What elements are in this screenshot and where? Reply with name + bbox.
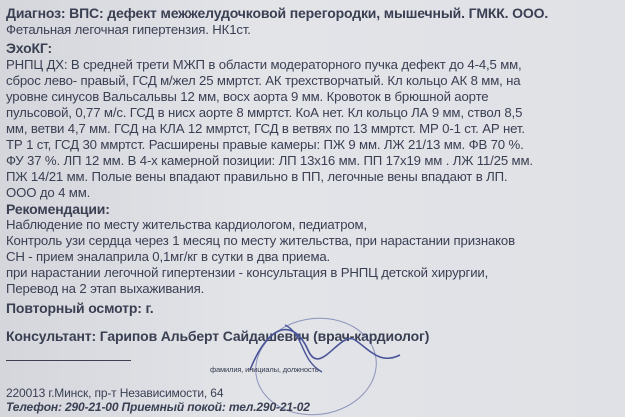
recommendation-5: Перевод на 2 этап выхаживания. (6, 281, 205, 296)
echo-text-4: пульсовой, 0,77 м/с. ГСД в нисх аорте 8 ммртст. КоА нет. Кл кольцо ЛА 9 мм, ствол 8,5 (6, 105, 523, 120)
echo-text-9: ООО до 4 мм. (6, 185, 91, 200)
echo-text-2: сброс лево- правый, ГСД м/жел 25 ммртст. АК трехстворчатый. Кл кольцо АК 8 мм, на (6, 73, 521, 88)
diagnosis-line-2: Фетальная легочная гипертензия. НК1ст. (6, 22, 251, 37)
signature-mark (230, 300, 410, 390)
repeat-visit-line: Повторный осмотр: г. (6, 300, 154, 316)
consultant-line: Консультант: Гарипов Альберт Сайдашевич (врач-кардиолог) (6, 328, 430, 344)
recommendation-1: Наблюдение по месту жительства кардиологом, педиатром, (6, 217, 367, 232)
footer-phone: Телефон: 290-21-00 Приемный покой: тел.290-21-02 (6, 400, 310, 414)
echo-text-3: уровне синусов Вальсальвы 12 мм, восх аорта 9 мм. Кровоток в брюшной аорте (6, 89, 489, 104)
echo-text-7: ФУ 37 %. ЛП 12 мм. В 4-х камерной позиции: ЛП 13х16 мм. ПП 17х19 мм . ЛЖ 11/25 мм. (6, 153, 533, 168)
footer-address: 220013 г.Минск, пр-т Независимости, 64 (6, 386, 224, 400)
recommendations-heading: Рекомендации: (6, 201, 110, 217)
echo-text-5: мм, ветви 4,7 мм. ГСД на КЛА 12 ммртст, ГСД в ветвях по 13 ммртст. МР 0-1 ст. АР нет. (6, 121, 525, 136)
recommendation-4: при нарастании легочной гипертензии - консультация в РНПЦ детской хирургии, (6, 265, 489, 280)
echo-text-1: РНПЦ ДХ: В средней трети МЖП в области модераторного пучка дефект до 4-4,5 мм, (6, 57, 522, 72)
echo-heading: ЭхоКГ: (6, 40, 53, 56)
signature-rule (6, 360, 131, 361)
diagnosis-line: Диагноз: ВПС: дефект межжелудочковой перегородки, мышечный. ГМКК. ООО. (6, 5, 549, 21)
echo-text-8: ПЖ 14/21 мм. Полые вены впадают правильно в ПП, легочные вены впадают в ЛП. (6, 169, 508, 184)
recommendation-3: СН - прием эналаприла 0,1мг/кг в сутки в два приема. (6, 249, 331, 264)
echo-text-6: ТР 1 ст, ГСД 30 ммртст. Расширены правые камеры: ПЖ 9 мм. ЛЖ 21/13 мм. ФВ 70 %. (6, 137, 524, 152)
signature-caption: фамилия, инициалы, должность (210, 365, 319, 374)
recommendation-2: Контроль узи сердца через 1 месяц по месту жительства, при нарастании признаков (6, 233, 515, 248)
